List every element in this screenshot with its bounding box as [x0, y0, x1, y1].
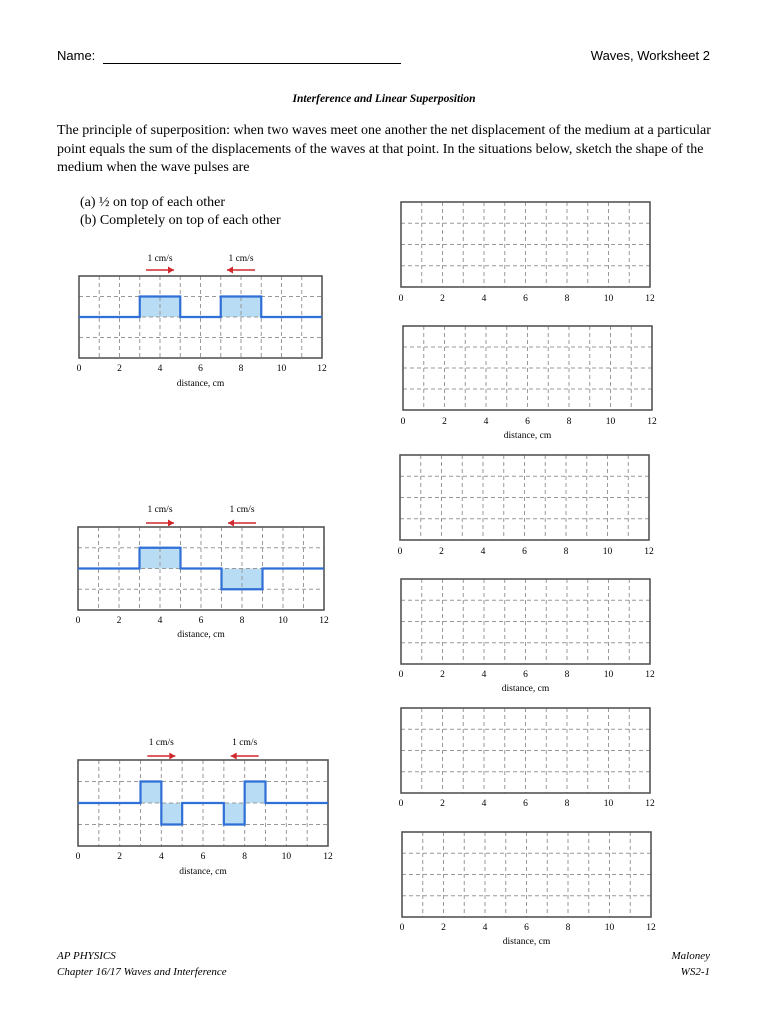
- answer-grid-3-tick-label: 6: [522, 547, 527, 557]
- problem-2-tick-label: 12: [319, 616, 329, 626]
- answer-grid-3-tick-label: 0: [397, 547, 403, 557]
- problem-2-tick-label: 4: [157, 616, 163, 626]
- problem-2-tick-label: 10: [278, 616, 288, 626]
- answer-grid-1-tick-label: 2: [440, 294, 445, 304]
- case-b: (b) Completely on top of each other: [80, 213, 281, 228]
- problem-2-arrow-head: [228, 520, 234, 527]
- answer-grid-4-tick-label: 0: [398, 670, 404, 680]
- problem-1-tick-label: 4: [157, 364, 163, 374]
- answer-grid-1-tick-label: 8: [564, 294, 570, 304]
- answer-grid-6-xlabel: distance, cm: [502, 937, 551, 947]
- footer-author: Maloney: [671, 950, 710, 962]
- answer-grid-5-tick-label: 8: [564, 799, 570, 809]
- answer-grid-4-tick-label: 4: [481, 670, 487, 680]
- problem-2-tick-label: 0: [75, 616, 81, 626]
- problem-3-tick-label: 10: [281, 852, 292, 862]
- name-label: Name:: [57, 48, 96, 63]
- problem-2-arrow-head: [168, 520, 174, 527]
- answer-grid-3-tick-label: 2: [439, 547, 444, 557]
- problem-3-tick-label: 12: [323, 852, 333, 862]
- problem-1-tick-label: 2: [117, 364, 122, 374]
- plots-layer: [76, 202, 657, 947]
- answer-grid-1-tick-label: 12: [645, 294, 655, 304]
- answer-grid-1-tick-label: 6: [523, 294, 528, 304]
- problem-1-tick-label: 8: [238, 364, 244, 374]
- problem-3-pulse-fill: [161, 803, 182, 825]
- answer-grid-3-tick-label: 4: [480, 547, 486, 557]
- answer-grid-1-tick-label: 10: [603, 294, 614, 304]
- problem-3-arrow-head: [231, 753, 237, 760]
- answer-grid-4[interactable]: [399, 579, 655, 694]
- problem-3-chart: [76, 738, 333, 877]
- problem-2-tick-label: 2: [116, 616, 122, 626]
- answer-grid-3-tick-label: 10: [602, 547, 613, 557]
- answer-grid-1-tick-label: 0: [398, 294, 404, 304]
- answer-grid-5[interactable]: [399, 708, 655, 809]
- answer-grid-3-tick-label: 12: [644, 547, 654, 557]
- problem-2-chart: [76, 505, 329, 640]
- intro-paragraph: The principle of superposition: when two waves meet one another the net displacement of the medium at a particular point equals the sum of the displacements of the waves at that point. In the situations below, sketch the shape of the medium when the wave pulses are: [57, 123, 711, 175]
- problem-1-velocity-label: 1 cm/s: [228, 254, 254, 264]
- answer-grid-4-tick-label: 2: [440, 670, 445, 680]
- answer-grid-1-tick-label: 4: [481, 294, 487, 304]
- answer-grid-5-tick-label: 10: [603, 799, 614, 809]
- answer-grid-5-tick-label: 2: [440, 799, 445, 809]
- problem-1-chart: [77, 254, 327, 389]
- answer-grid-2-tick-label: 10: [605, 417, 616, 427]
- answer-grid-4-tick-label: 10: [603, 670, 614, 680]
- answer-grid-4-tick-label: 12: [645, 670, 655, 680]
- answer-grid-4-tick-label: 6: [523, 670, 528, 680]
- answer-grid-4-tick-label: 8: [564, 670, 570, 680]
- answer-grid-6-tick-label: 10: [604, 923, 615, 933]
- problem-3-pulse-fill: [141, 782, 162, 804]
- answer-grid-5-tick-label: 4: [481, 799, 487, 809]
- problem-3-tick-label: 8: [242, 852, 248, 862]
- answer-grid-6-tick-label: 6: [524, 923, 529, 933]
- answer-grid-2-tick-label: 6: [525, 417, 530, 427]
- problem-3-velocity-label: 1 cm/s: [148, 738, 174, 748]
- problem-2-velocity-label: 1 cm/s: [229, 505, 255, 515]
- answer-grid-6-tick-label: 2: [441, 923, 446, 933]
- document-title: Waves, Worksheet 2: [590, 48, 710, 63]
- problem-3-arrow-head: [169, 753, 175, 760]
- answer-grid-5-tick-label: 6: [523, 799, 528, 809]
- worksheet-title: Interference and Linear Superposition: [292, 93, 476, 105]
- answer-grid-2-xlabel: distance, cm: [503, 431, 552, 441]
- problem-3-tick-label: 4: [158, 852, 164, 862]
- problem-2-tick-label: 8: [239, 616, 245, 626]
- answer-grid-2-tick-label: 8: [566, 417, 572, 427]
- answer-grid-2-tick-label: 0: [400, 417, 406, 427]
- problem-1-tick-label: 6: [198, 364, 203, 374]
- problem-3-xlabel: distance, cm: [179, 867, 227, 877]
- answer-grid-6[interactable]: [400, 832, 656, 947]
- problem-2-velocity-label: 1 cm/s: [147, 505, 173, 515]
- problem-1-tick-label: 0: [76, 364, 82, 374]
- footer-chapter: Chapter 16/17 Waves and Interference: [57, 966, 227, 978]
- answer-grid-1[interactable]: [399, 202, 655, 304]
- footer-course: AP PHYSICS: [57, 950, 116, 962]
- answer-grid-2-tick-label: 2: [442, 417, 447, 427]
- problem-1-tick-label: 10: [276, 364, 287, 374]
- answer-grid-6-tick-label: 8: [565, 923, 571, 933]
- answer-grid-6-tick-label: 0: [399, 923, 405, 933]
- problem-3-pulse-fill: [245, 782, 266, 804]
- problem-3-velocity-label: 1 cm/s: [232, 738, 258, 748]
- problem-3-pulse-fill: [224, 803, 245, 825]
- problem-1-velocity-label: 1 cm/s: [147, 254, 173, 264]
- problem-1-xlabel: distance, cm: [176, 379, 225, 389]
- answer-grid-2[interactable]: [401, 326, 657, 441]
- problem-2-tick-label: 6: [198, 616, 204, 626]
- problem-3-tick-label: 2: [117, 852, 123, 862]
- case-a: (a) ½ on top of each other: [80, 195, 225, 210]
- answer-grid-6-tick-label: 4: [482, 923, 488, 933]
- answer-grid-5-tick-label: 12: [645, 799, 655, 809]
- problem-1-tick-label: 12: [317, 364, 327, 374]
- problem-1-arrow-head: [168, 267, 174, 274]
- answer-grid-6-tick-label: 12: [646, 923, 656, 933]
- answer-grid-2-tick-label: 4: [483, 417, 489, 427]
- problem-2-xlabel: distance, cm: [177, 630, 225, 640]
- problem-1-arrow-head: [227, 267, 233, 274]
- problem-3-tick-label: 6: [200, 852, 206, 862]
- answer-grid-3[interactable]: [398, 455, 654, 557]
- answer-grid-5-tick-label: 0: [398, 799, 404, 809]
- problem-3-tick-label: 0: [75, 852, 81, 862]
- answer-grid-3-tick-label: 8: [563, 547, 569, 557]
- footer-code: WS2-1: [680, 966, 710, 978]
- answer-grid-4-xlabel: distance, cm: [501, 684, 550, 694]
- answer-grid-2-tick-label: 12: [647, 417, 657, 427]
